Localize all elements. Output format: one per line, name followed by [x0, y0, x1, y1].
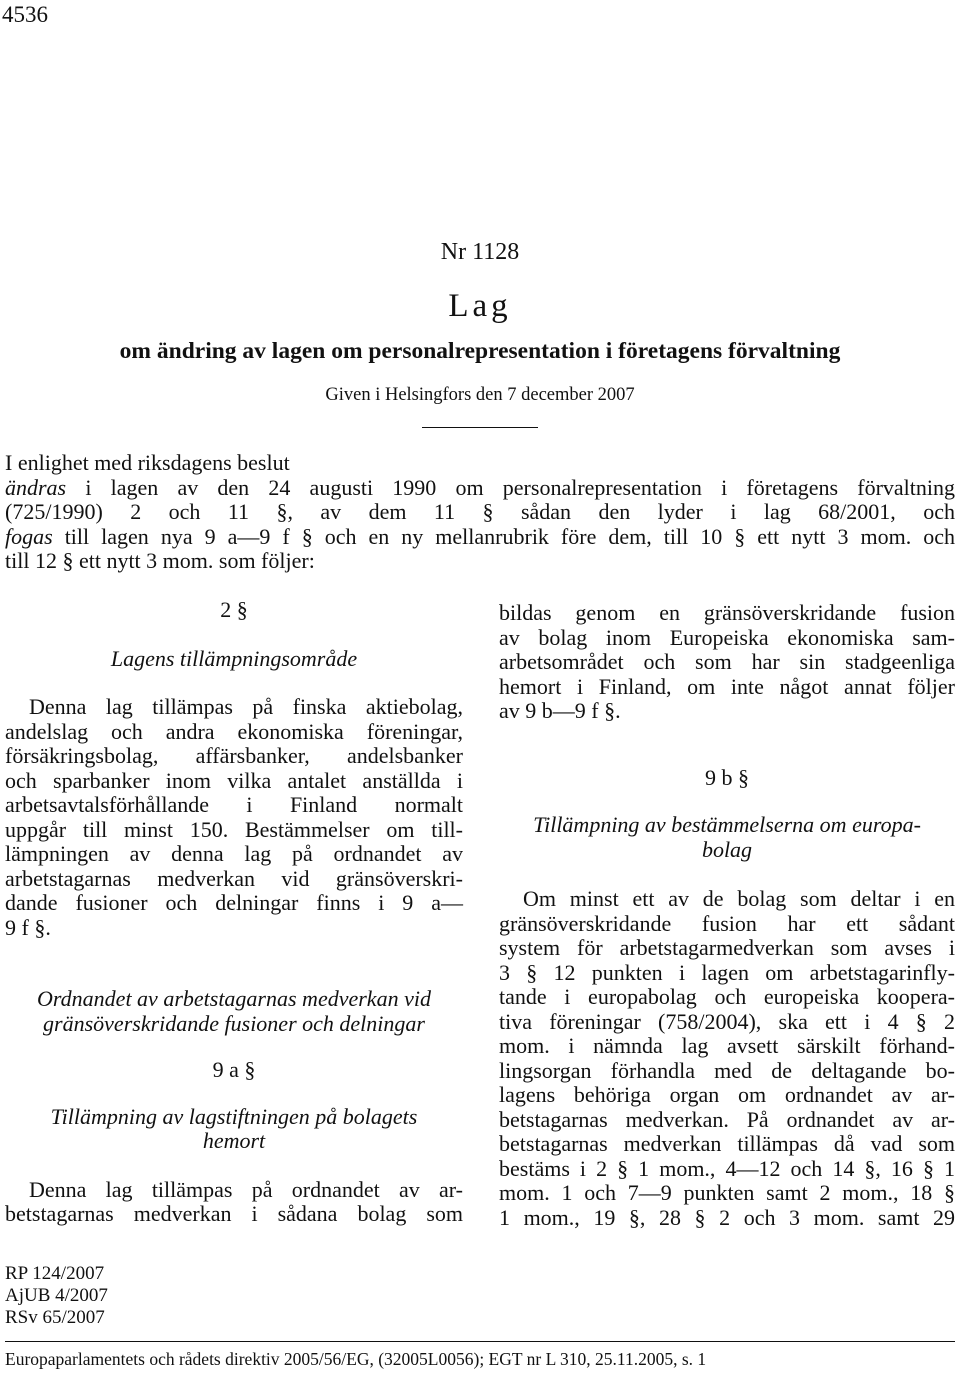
text-line: arbetstagarnas medverkan vid gränsöverskri- — [5, 865, 463, 891]
text-line: betstagarnas medverkan i sådana bolag som — [5, 1201, 463, 1226]
mid-heading-line: Ordnandet av arbetstagarnas medverkan vid — [37, 986, 431, 1011]
text-line: uppgår till minst 150. Bestämmelser om till- — [5, 816, 463, 842]
section-2-text — [5, 695, 463, 940]
section-2-heading: Lagens tillämpningsområde — [110, 645, 358, 671]
law-subtitle: om ändring av lagen om personalrepresentation i företagens förvaltning — [119, 338, 841, 364]
text-line: lagens behöriga organ om ordnandet av ar- — [499, 1082, 955, 1107]
left-column — [5, 598, 463, 1227]
text-line: och sparbanker inom vilka antalet anställda i — [5, 767, 463, 793]
text-line: 3 § 12 punkten i lagen om arbetstagarinfly- — [499, 959, 955, 985]
text-line: arbetsavtalsförhållande i Finland normalt — [5, 792, 463, 817]
text-line: arbetsområdet och som har sin stadgeenliga — [499, 649, 955, 674]
page-number: 4536 — [2, 2, 48, 27]
preamble-line: (725/1990) 2 och 11 §, av dem 11 § sådan den lyder i lag 68/2001, och — [5, 499, 955, 524]
text-line: Om minst ett av de bolag som deltar i en — [523, 886, 955, 911]
section-9b-text — [499, 887, 955, 1230]
section-9a-text-continued — [499, 601, 955, 724]
text-line: dande fusioner och delningar finns i 9 a— — [5, 890, 463, 915]
text-line: mom. 1 och 7—9 punkten samt 2 mom., 18 § — [499, 1180, 955, 1205]
text-line: lingsorgan förhandla med de deltagande bo- — [499, 1057, 955, 1083]
section-9a-heading-line: Tillämpning av lagstiftningen på bolagets — [50, 1103, 418, 1129]
footnote-ref: AjUB 4/2007 — [5, 1285, 108, 1306]
footnote-text: Europaparlamentets och rådets direktiv 2005/56/EG, (32005L0056); EGT nr L 310, 25.11.2005, s. 1 — [5, 1349, 707, 1369]
title-divider — [422, 427, 538, 428]
right-column — [499, 601, 955, 1230]
preamble-line-text: ändras i lagen av den 24 augusti 1990 om personalrepresentation i företagens förvaltning — [5, 474, 955, 500]
section-2-number: 2 § — [220, 597, 248, 622]
footnote-ref: RP 124/2007 — [5, 1263, 105, 1284]
section-9a-text — [5, 1178, 463, 1227]
text-line: system för arbetstagarmedverkan som avses i — [499, 935, 955, 960]
text-line: tiva föreningar (758/2004), ska ett i 4 § 2 — [499, 1008, 955, 1034]
footnote-ref: RSv 65/2007 — [5, 1307, 105, 1328]
text-line: Denna lag tillämpas på ordnandet av ar- — [29, 1176, 463, 1202]
text-line: av bolag inom Europeiska ekonomiska sam- — [499, 624, 955, 650]
mid-heading-line: gränsöverskridande fusioner och delningar — [43, 1010, 425, 1036]
text-line: 1 mom., 19 §, 28 § 2 och 3 mom. samt 29 — [499, 1204, 955, 1230]
text-line: 9 f §. — [5, 914, 51, 940]
text-line: av 9 b—9 f §. — [499, 698, 621, 723]
law-title: Lag — [448, 288, 512, 324]
text-line: gränsöverskridande fusion har ett sådant — [499, 910, 955, 936]
text-line: tande i europabolag och europeiska koopera- — [499, 984, 955, 1009]
text-line: lämpningen av denna lag på ordnandet av — [5, 841, 463, 866]
preamble-line: I enlighet med riksdagens beslut — [5, 450, 290, 475]
section-9b-number: 9 b § — [705, 764, 749, 790]
section-9a-number: 9 a § — [212, 1057, 256, 1082]
preamble — [5, 451, 955, 574]
text-line: betstagarnas medverkan tillämpas då vad som — [499, 1131, 955, 1156]
section-9a-heading-line: hemort — [202, 1128, 266, 1153]
text-line: bestäms i 2 § 1 mom., 4—12 och 14 §, 16 § 1 — [499, 1155, 955, 1181]
preamble-line — [5, 476, 955, 501]
text-line: bildas genom en gränsöverskridande fusion — [499, 600, 955, 625]
given-date: Given i Helsingfors den 7 december 2007 — [325, 385, 635, 405]
footnote-divider — [5, 1341, 955, 1342]
preamble-line: till 12 § ett nytt 3 mom. som följer: — [5, 548, 315, 573]
text-line: betstagarnas medverkan. På ordnandet av ar- — [499, 1106, 955, 1132]
text-line: hemort i Finland, om inte något annat följer — [499, 673, 955, 699]
text-line: Denna lag tillämpas på finska aktiebolag, — [29, 694, 463, 719]
section-9b-heading-line: bolag — [701, 836, 753, 862]
text-line: andelslag och andra ekonomiska föreningar, — [5, 718, 463, 744]
footnote-references — [5, 1263, 108, 1329]
preamble-line: fogas till lagen nya 9 a—9 f § och en ny mellanrubrik före dem, till 10 § ett nytt 3 mom. och — [5, 523, 955, 549]
section-9b-heading-line: Tillämpning av bestämmelserna om europa- — [533, 812, 921, 837]
text-line: mom. i nämnda lag avsett särskilt förhand- — [499, 1033, 955, 1058]
law-number: Nr 1128 — [440, 239, 520, 265]
text-line: försäkringsbolag, affärsbanker, andelsbanker — [5, 743, 463, 768]
